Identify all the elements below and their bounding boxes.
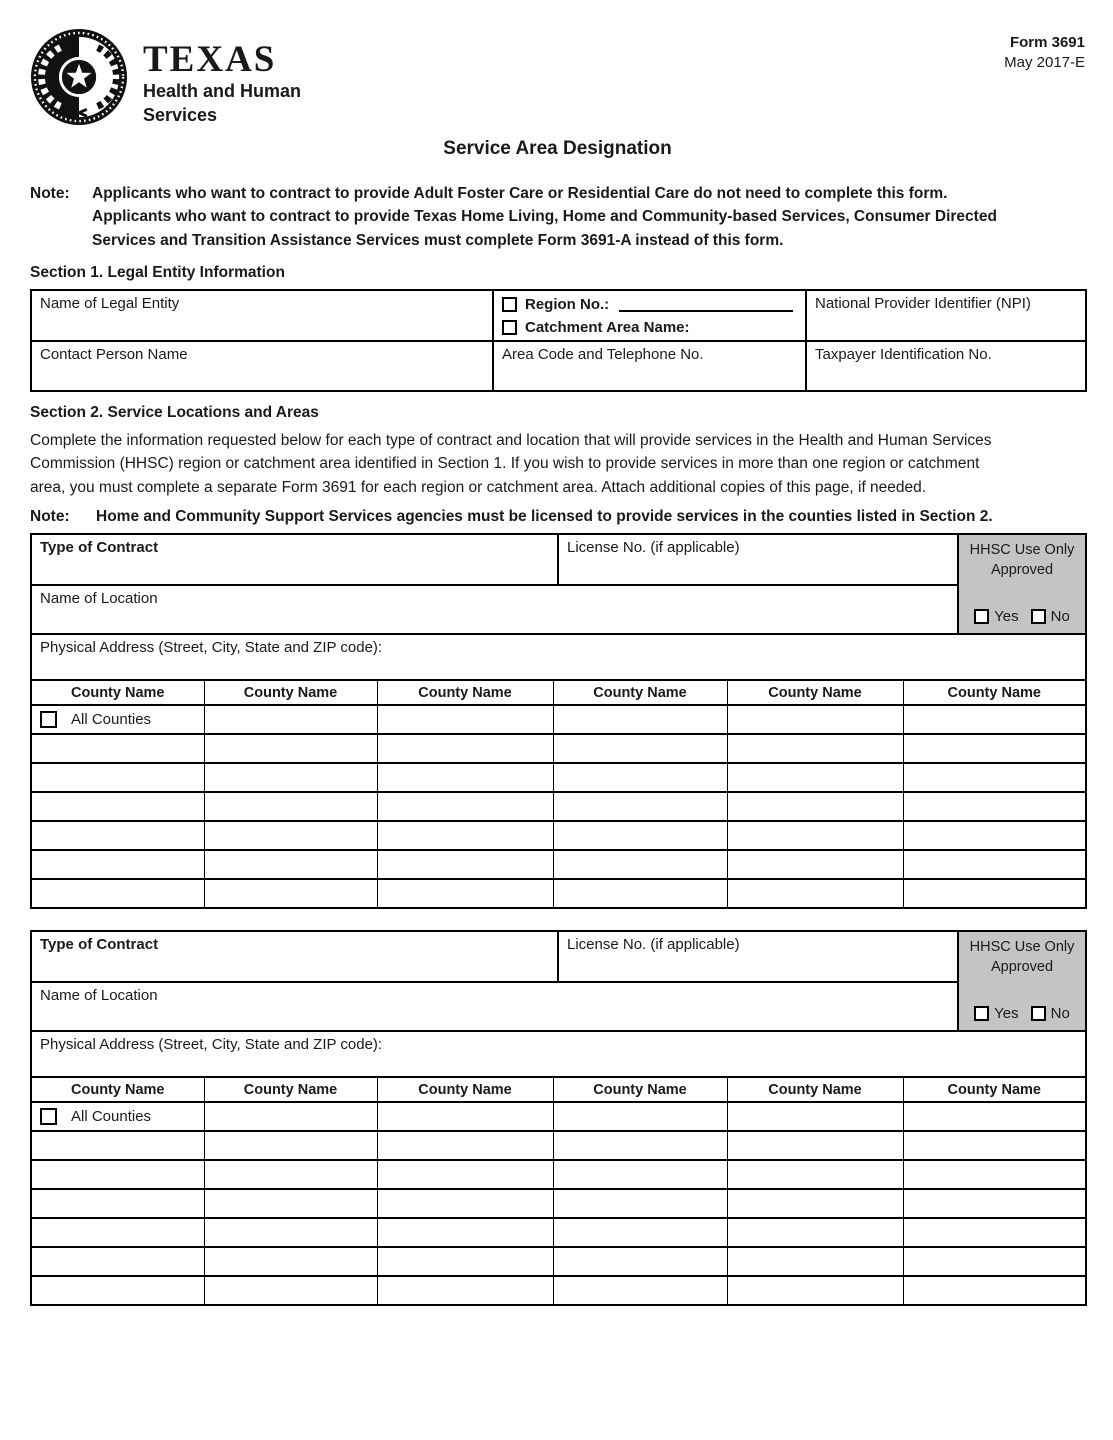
county-row — [31, 792, 1086, 821]
county-cell[interactable] — [377, 879, 553, 908]
county-cell[interactable] — [903, 705, 1086, 734]
county-cell[interactable] — [553, 792, 727, 821]
name-of-location-label: Name of Location — [40, 987, 158, 1005]
county-cell[interactable] — [204, 1247, 377, 1276]
approved-yes-checkbox[interactable] — [974, 1006, 989, 1021]
type-of-contract-label: Type of Contract — [40, 936, 159, 954]
license-no-field[interactable] — [558, 534, 958, 585]
county-cell[interactable] — [31, 850, 204, 879]
county-cell[interactable] — [727, 821, 903, 850]
county-cell[interactable] — [31, 763, 204, 792]
approved-label: Approved — [990, 561, 1054, 578]
region-no-line — [502, 296, 797, 313]
license-no-field[interactable] — [558, 931, 958, 982]
county-cell[interactable] — [377, 1218, 553, 1247]
section2-instructions: Complete the information requested below for each type of contract and location that will provide services in the Health and Human Services Commission (HHSC) region or catchment area identified in Section 1. If you wish to provide services in more than one region or catchment area, you must complete a separate Form 3691 for each region or catchment area. Attach additional copies of this page, if needed. — [30, 431, 992, 496]
license-no-label: License No. (if applicable) — [567, 936, 740, 954]
county-cell[interactable] — [727, 1131, 903, 1160]
county-cell[interactable] — [204, 792, 377, 821]
county-cell[interactable] — [553, 879, 727, 908]
logo-line2: Services — [143, 104, 218, 125]
section2-heading: Section 2. Service Locations and Areas — [30, 403, 319, 421]
county-name-header: County Name — [903, 680, 1086, 705]
county-cell[interactable] — [553, 1160, 727, 1189]
note-label: Note: — [30, 185, 70, 202]
county-cell[interactable] — [204, 763, 377, 792]
npi-field[interactable] — [806, 290, 1086, 341]
section2-note — [30, 508, 1085, 526]
top-note — [30, 182, 1085, 252]
yes-label: Yes — [994, 608, 1019, 626]
contract-block-1 — [30, 533, 1087, 681]
county-cell[interactable] — [377, 821, 553, 850]
section1-table — [30, 289, 1087, 392]
physical-address-label: Physical Address (Street, City, State and ZIP code): — [40, 639, 383, 657]
county-name-header: County Name — [727, 680, 903, 705]
note-text: Applicants who want to contract to provide Adult Foster Care or Residential Care do not need to complete this form. Applicants who want to contract to provide Texas Home Living, Home and Community-based Services, Consumer Directed Services and Transition Assistance Services must complete Form 3691-A instead of this form. — [92, 185, 997, 249]
county-cell[interactable] — [204, 1276, 377, 1305]
contact-person-field[interactable] — [31, 341, 493, 391]
county-name-header: County Name — [727, 1077, 903, 1102]
county-cell[interactable] — [377, 1247, 553, 1276]
county-cell[interactable] — [727, 763, 903, 792]
county-cell[interactable] — [903, 1276, 1086, 1305]
region-catchment-field — [493, 290, 806, 341]
county-name-header: County Name — [204, 1077, 377, 1102]
county-cell[interactable] — [377, 705, 553, 734]
all-counties-label: All Counties — [71, 1108, 152, 1126]
county-cell[interactable] — [204, 1160, 377, 1189]
yes-label: Yes — [994, 1005, 1019, 1023]
county-cell[interactable] — [903, 879, 1086, 908]
hhsc-use-only-label: HHSC Use Only — [969, 939, 1075, 956]
county-row — [31, 705, 1086, 734]
county-cell[interactable] — [377, 1160, 553, 1189]
section2-note-label: Note: — [30, 508, 70, 526]
texas-state-seal-icon — [30, 28, 128, 126]
county-cell[interactable] — [727, 1247, 903, 1276]
county-cell[interactable] — [377, 1131, 553, 1160]
hhsc-use-only-cell — [958, 534, 1086, 634]
county-cell[interactable] — [377, 734, 553, 763]
county-name-header: County Name — [903, 1077, 1086, 1102]
county-cell[interactable] — [31, 1276, 204, 1305]
approved-no-checkbox[interactable] — [1031, 1006, 1046, 1021]
county-cell[interactable] — [727, 1218, 903, 1247]
county-row — [31, 850, 1086, 879]
county-cell[interactable] — [727, 705, 903, 734]
county-cell[interactable] — [31, 879, 204, 908]
county-row — [31, 1247, 1086, 1276]
county-row — [31, 1102, 1086, 1131]
county-cell[interactable] — [553, 1276, 727, 1305]
name-of-legal-entity-field[interactable] — [31, 290, 493, 341]
county-cell[interactable] — [204, 821, 377, 850]
region-no-fill-line[interactable] — [619, 297, 793, 312]
county-cell[interactable] — [553, 1247, 727, 1276]
county-cell[interactable] — [903, 821, 1086, 850]
all-counties-cell[interactable] — [31, 1102, 204, 1131]
county-cell[interactable] — [727, 1102, 903, 1131]
all-counties-checkbox[interactable] — [40, 1108, 57, 1125]
county-cell[interactable] — [903, 763, 1086, 792]
county-cell[interactable] — [903, 1189, 1086, 1218]
region-no-label: Region No.: — [525, 295, 610, 313]
county-row — [31, 879, 1086, 908]
county-cell[interactable] — [903, 1160, 1086, 1189]
county-cell[interactable] — [727, 879, 903, 908]
county-cell[interactable] — [377, 763, 553, 792]
county-cell[interactable] — [903, 1247, 1086, 1276]
county-name-header: County Name — [31, 680, 204, 705]
county-cell[interactable] — [727, 850, 903, 879]
type-of-contract-field[interactable] — [31, 534, 558, 585]
county-cell[interactable] — [727, 1160, 903, 1189]
county-row — [31, 821, 1086, 850]
form-number: Form 3691 — [1009, 34, 1085, 51]
approved-yes-checkbox[interactable] — [974, 609, 989, 624]
county-table-2 — [30, 1076, 1087, 1306]
county-cell[interactable] — [31, 821, 204, 850]
county-cell[interactable] — [553, 1218, 727, 1247]
county-cell[interactable] — [727, 1189, 903, 1218]
county-cell[interactable] — [727, 1276, 903, 1305]
county-cell[interactable] — [553, 821, 727, 850]
county-cell[interactable] — [377, 1102, 553, 1131]
region-no-checkbox[interactable] — [502, 297, 517, 312]
county-cell[interactable] — [377, 792, 553, 821]
all-counties-cell[interactable] — [31, 705, 204, 734]
no-label: No — [1050, 1005, 1070, 1023]
county-header-row — [31, 1077, 1086, 1102]
all-counties-checkbox[interactable] — [40, 711, 57, 728]
county-cell[interactable] — [204, 705, 377, 734]
county-name-header: County Name — [377, 1077, 553, 1102]
county-cell[interactable] — [903, 792, 1086, 821]
taxpayer-id-label: Taxpayer Identification No. — [815, 345, 992, 363]
county-row — [31, 734, 1086, 763]
county-cell[interactable] — [204, 1131, 377, 1160]
name-of-legal-entity-label: Name of Legal Entity — [40, 294, 180, 312]
physical-address-label: Physical Address (Street, City, State and ZIP code): — [40, 1036, 383, 1054]
taxpayer-id-field[interactable] — [806, 341, 1086, 391]
county-cell[interactable] — [903, 734, 1086, 763]
county-cell[interactable] — [377, 1276, 553, 1305]
name-of-location-label: Name of Location — [40, 590, 158, 608]
county-name-header: County Name — [31, 1077, 204, 1102]
physical-address-field[interactable] — [31, 1031, 1086, 1077]
no-label: No — [1050, 608, 1070, 626]
hhsc-use-only-cell — [958, 931, 1086, 1031]
physical-address-field[interactable] — [31, 634, 1086, 680]
county-cell[interactable] — [553, 1189, 727, 1218]
county-cell[interactable] — [377, 1189, 553, 1218]
county-row — [31, 1218, 1086, 1247]
form-date: May 2017-E — [1004, 53, 1085, 71]
county-cell[interactable] — [31, 734, 204, 763]
texas-hhs-logo — [30, 28, 301, 126]
county-cell[interactable] — [31, 1131, 204, 1160]
county-cell[interactable] — [204, 879, 377, 908]
section1-row1 — [31, 290, 1086, 341]
name-of-location-field[interactable] — [31, 585, 958, 634]
section2-note-text: Home and Community Support Services agencies must be licensed to provide services in the counties listed in Section 2. — [96, 508, 993, 526]
form-identifier — [1004, 28, 1085, 72]
county-cell[interactable] — [553, 763, 727, 792]
county-cell[interactable] — [553, 705, 727, 734]
page-header — [30, 28, 1085, 126]
logo-brand: TEXAS — [143, 38, 277, 80]
county-name-header: County Name — [204, 680, 377, 705]
county-cell[interactable] — [204, 850, 377, 879]
section1-heading: Section 1. Legal Entity Information — [30, 263, 285, 281]
approved-label: Approved — [990, 958, 1054, 975]
type-of-contract-field[interactable] — [31, 931, 558, 982]
county-cell[interactable] — [204, 1189, 377, 1218]
county-cell[interactable] — [727, 734, 903, 763]
county-cell[interactable] — [377, 850, 553, 879]
county-cell[interactable] — [31, 1247, 204, 1276]
county-row — [31, 1160, 1086, 1189]
county-cell[interactable] — [204, 1102, 377, 1131]
hhsc-use-only-label: HHSC Use Only — [969, 542, 1075, 559]
county-cell[interactable] — [903, 850, 1086, 879]
county-cell[interactable] — [553, 850, 727, 879]
county-cell[interactable] — [31, 792, 204, 821]
county-cell[interactable] — [903, 1218, 1086, 1247]
county-row — [31, 1131, 1086, 1160]
page-title: Service Area Designation — [443, 138, 672, 159]
county-row — [31, 1189, 1086, 1218]
county-cell[interactable] — [903, 1131, 1086, 1160]
name-of-location-field[interactable] — [31, 982, 958, 1031]
catchment-area-checkbox[interactable] — [502, 320, 517, 335]
county-name-header: County Name — [553, 680, 727, 705]
logo-line1: Health and Human — [143, 80, 302, 101]
county-cell[interactable] — [553, 734, 727, 763]
county-cell[interactable] — [727, 792, 903, 821]
county-cell[interactable] — [204, 1218, 377, 1247]
catchment-area-label: Catchment Area Name: — [525, 318, 690, 336]
phone-label: Area Code and Telephone No. — [502, 345, 704, 363]
type-of-contract-label: Type of Contract — [40, 539, 159, 557]
contact-person-label: Contact Person Name — [40, 345, 188, 363]
county-cell[interactable] — [903, 1102, 1086, 1131]
county-name-header: County Name — [377, 680, 553, 705]
county-cell[interactable] — [31, 1160, 204, 1189]
npi-label: National Provider Identifier (NPI) — [815, 294, 1031, 312]
license-no-label: License No. (if applicable) — [567, 539, 740, 557]
county-cell[interactable] — [31, 1218, 204, 1247]
county-row — [31, 763, 1086, 792]
all-counties-label: All Counties — [71, 711, 152, 729]
county-cell[interactable] — [553, 1102, 727, 1131]
county-cell[interactable] — [31, 1189, 204, 1218]
county-cell[interactable] — [553, 1131, 727, 1160]
county-header-row — [31, 680, 1086, 705]
catchment-area-line — [502, 319, 797, 336]
section1-row2 — [31, 341, 1086, 391]
county-cell[interactable] — [204, 734, 377, 763]
phone-field[interactable] — [493, 341, 806, 391]
approved-no-checkbox[interactable] — [1031, 609, 1046, 624]
county-table-1 — [30, 679, 1087, 909]
contract-block-2 — [30, 930, 1087, 1078]
county-row — [31, 1276, 1086, 1305]
county-name-header: County Name — [553, 1077, 727, 1102]
